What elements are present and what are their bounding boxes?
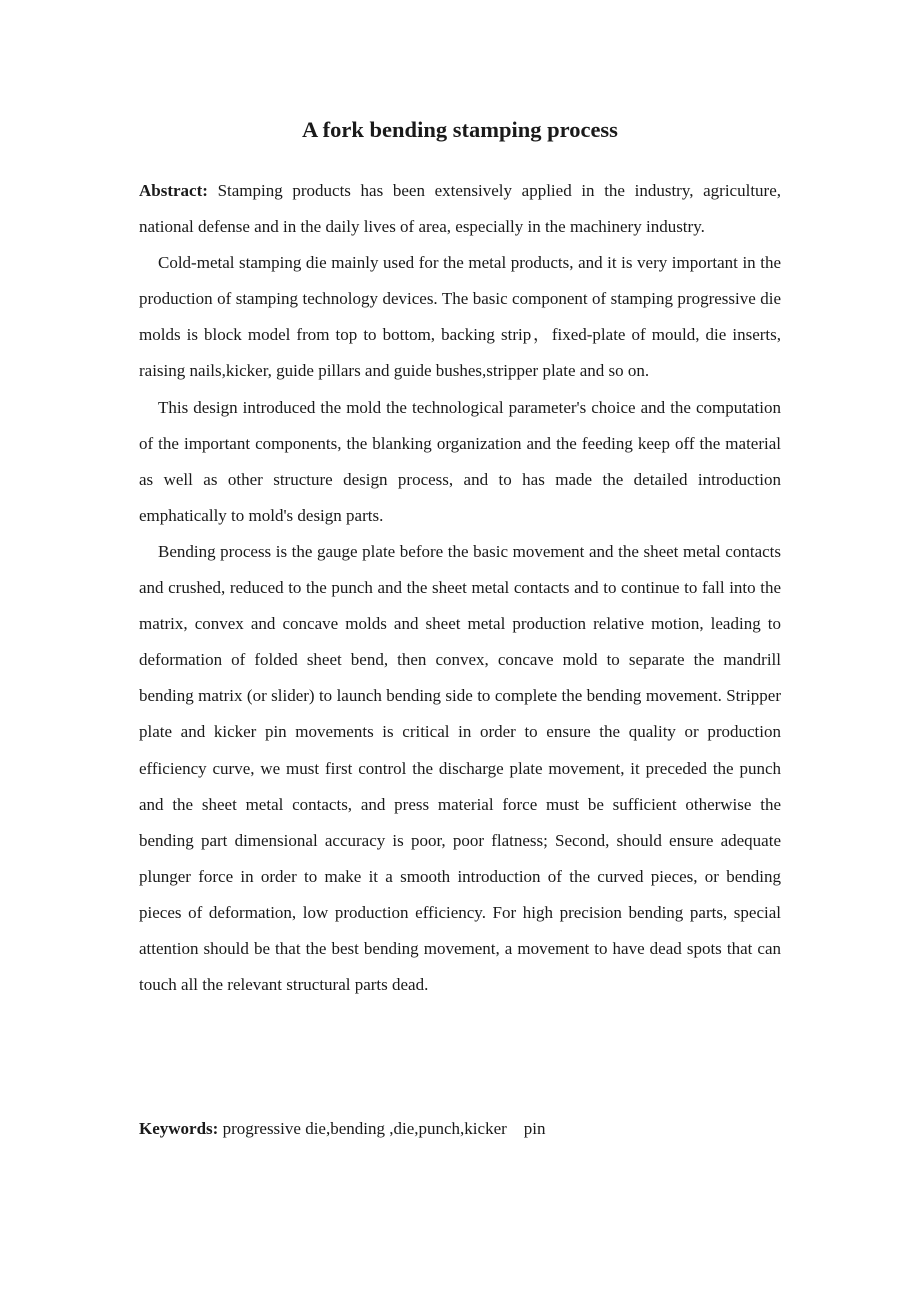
abstract-section [139,173,781,1003]
keywords-label: Keywords: [139,1119,219,1138]
keywords-text: progressive die,bending ,die,punch,kicker pin [218,1119,546,1138]
abstract-paragraph-1-text: Stamping products has been extensively applied in the industry, agriculture, national defense and in the daily lives of area, especially in the machinery industry. [139,181,781,237]
abstract-label: Abstract: [139,181,208,200]
abstract-paragraph-2: Cold-metal stamping die mainly used for the metal products, and it is very important in the production of stamping technology devices. The basic component of stamping progressive die molds is block model from top to bottom, backing strip，fixed-plate of mould, die inserts, raising nails,kicker, guide pillars and guide bushes,stripper plate and so on. [139,253,781,381]
abstract-paragraph-1 [139,173,781,245]
document-title: A fork bending stamping process [302,117,618,142]
abstract-paragraph-4: Bending process is the gauge plate before the basic movement and the sheet metal contacts and crushed, reduced to the punch and the sheet metal contacts and to continue to fall into the matrix, convex and concave molds and sheet metal production relative motion, leading to deformation of folded sheet bend, then convex, concave mold to separate the mandrill bending matrix (or slider) to launch bending side to complete the bending movement. Stripper plate and kicker pin movements is critical in order to ensure the quality or production efficiency curve, we must first control the discharge plate movement, it preceded the punch and the sheet metal contacts, and press material force must be sufficient otherwise the bending part dimensional accuracy is poor, poor flatness; Second, should ensure adequate plunger force in order to make it a smooth introduction of the curved pieces, or bending pieces of deformation, low production efficiency. For high precision bending parts, special attention should be that the best bending movement, a movement to have dead spots that can touch all the relevant structural parts dead. [139,541,781,995]
keywords-line [139,1111,781,1147]
abstract-paragraph-3: This design introduced the mold the technological parameter's choice and the computation of the important components, the blanking organization and the feeding keep off the material as well as other structure design process, and to has made the detailed introduction emphatically to mold's design parts. [139,397,781,525]
